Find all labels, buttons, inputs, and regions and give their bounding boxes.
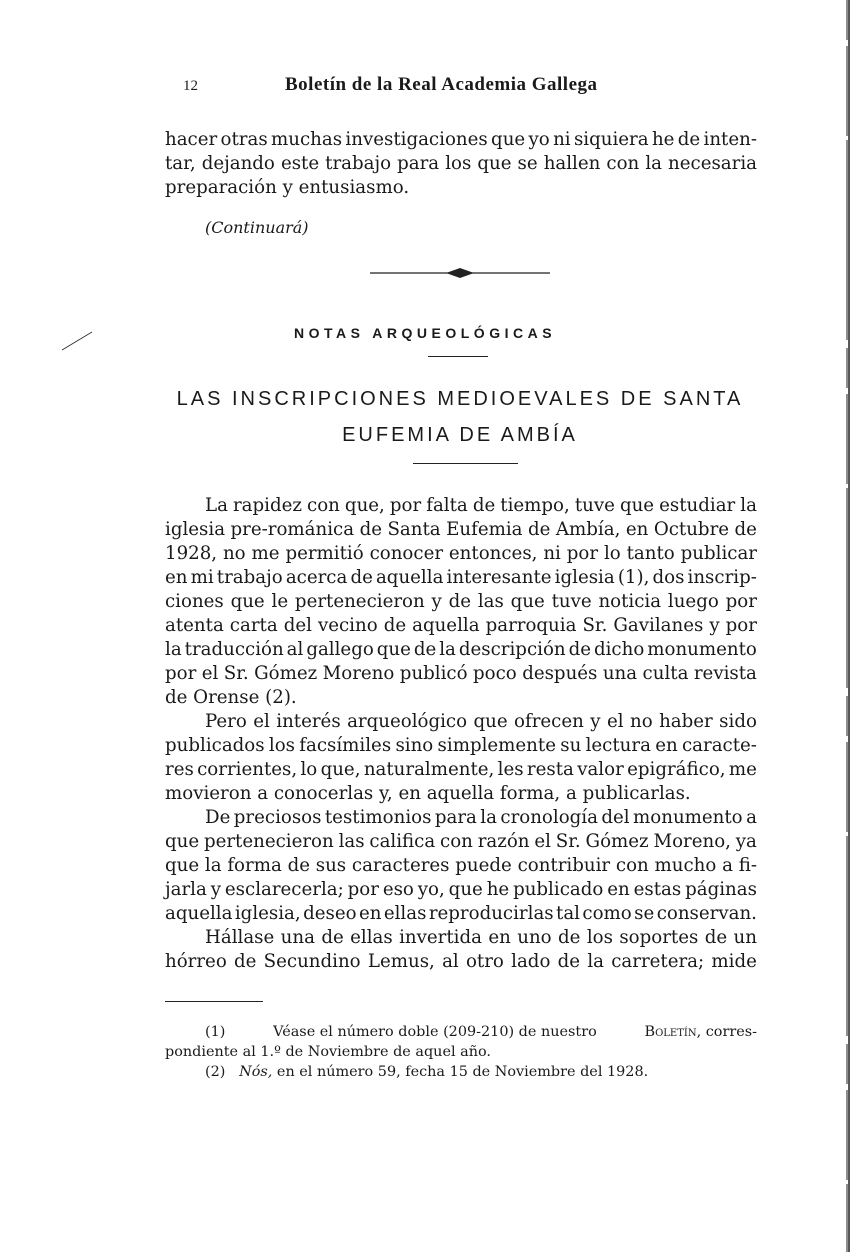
word: al [286,639,304,660]
word: de [448,591,472,612]
word: de [557,951,581,972]
word: forma [227,855,282,876]
footnote-journal-name: Nós, [239,1064,273,1080]
word: invertida [399,927,482,948]
word: razón [477,831,530,852]
word: de [704,927,728,948]
word: sino [395,735,434,756]
word: caracteres [351,855,450,876]
word: publicado [513,879,604,900]
footnote-2 [165,1062,757,1082]
text-line [165,734,757,758]
word: la [645,153,662,174]
section-label: NOTAS ARQUEOLÓGICAS [293,325,557,341]
word: las [477,591,504,612]
text-line [165,782,757,806]
article-title-line-1: LAS INSCRIPCIONES MEDIOEVALES DE SANTA [176,388,744,410]
footnote-1-continued [165,1042,757,1062]
margin-pencil-mark [60,330,94,352]
word: publicó [399,663,468,684]
word: del [283,615,312,636]
word: el [201,663,219,684]
text-line [165,518,757,542]
word: que [230,591,265,612]
word: no [629,711,653,732]
word: cronología [500,807,598,828]
text-line [165,128,757,152]
word: Santa [387,519,441,540]
word: de [413,639,437,660]
footnote-1 [165,1022,757,1042]
word: caracte- [681,735,757,756]
word: sus [315,855,347,876]
article-body [165,494,757,974]
word: y [590,711,601,732]
word: tanto [626,543,675,564]
word: poco [473,663,517,684]
word: otro [465,951,504,972]
text-line [165,614,757,638]
word: iglesia [165,519,226,540]
word: eso [382,879,414,900]
word: se [517,153,538,174]
section-rule [428,356,488,357]
word: en [607,879,630,900]
word: De [205,807,231,828]
word: puede [455,855,512,876]
word: con [440,831,473,852]
word: de [287,855,310,876]
word: y [709,615,720,636]
text-line [165,542,757,566]
word: res [165,759,194,780]
continuation-note: (Continuará) [205,218,309,237]
word: Lemus, [367,951,435,972]
word: acerca [285,567,348,588]
word: les [497,759,524,780]
footnote-text: Boletín, corres- [644,1024,757,1040]
word: estas [633,879,682,900]
word: por [347,879,379,900]
word: inten- [703,129,757,150]
word: luego [667,591,719,612]
word: de [734,519,757,540]
word: Sr. [582,615,608,636]
text-line [165,758,757,782]
page-header [183,74,643,104]
word: tuve [574,495,615,516]
word: yo, [417,879,445,900]
word: Sr. [555,831,581,852]
word: monumento [633,807,743,828]
word: que [477,153,512,174]
word: al [442,951,459,972]
text-run: movieron a conocerlas y, en aquella forma, a publicarlas. [165,783,691,804]
text-line [165,902,757,926]
word: epigráfico, [627,759,726,780]
page-edge-shadow [836,0,850,1252]
word: que [510,591,545,612]
word: lectura [585,735,651,756]
word: vecino [317,615,378,636]
word: una [602,663,638,684]
word: de [350,567,373,588]
footnote-text: en el número 59, fecha 15 de Noviembre del 1928. [276,1064,649,1080]
word: su [560,735,582,756]
text-line [165,590,757,614]
word: Eufemia [446,519,523,540]
word: parroquia [485,615,577,636]
word: por [725,615,757,636]
word: la [587,951,604,972]
word: con [606,153,640,174]
word: el [253,711,270,732]
word: lo [300,759,318,780]
word: los [268,735,295,756]
text-line [165,806,757,830]
word: resta [526,759,574,780]
footnote-text: Véase el número doble (209-210) de nuestro [273,1024,597,1040]
text-run: de Orense (2). [165,687,297,708]
word: la [740,495,757,516]
word: dejando [201,153,275,174]
page-number: 12 [183,78,198,94]
word: lo [603,543,621,564]
word: mi [190,567,214,588]
word: me [251,543,280,564]
word: en [165,567,188,588]
word: sido [719,711,757,732]
footnote-rule [165,1001,263,1002]
word: fi- [738,855,757,876]
word: haber [659,711,713,732]
word: falta [426,495,468,516]
word: después [522,663,598,684]
word: que [376,639,411,660]
word: Gómez [254,663,318,684]
word: el [534,831,551,852]
word: noticia [598,591,662,612]
text-line [165,878,757,902]
word: soportes [619,927,699,948]
running-title: Boletín de la Real Academia Gallega [285,74,598,95]
text-line [165,686,757,710]
word: dos [652,567,685,588]
article-title-line-2: EUFEMIA DE AMBÍA [342,424,578,446]
text-line [165,494,757,518]
word: que [448,879,483,900]
intro-paragraph [165,128,757,200]
word: para [434,807,477,828]
word: como [582,903,632,924]
word: no [222,543,246,564]
word: conservan. [656,903,757,924]
word: aquella [165,903,233,924]
text-line [165,152,757,176]
ornamental-divider [370,266,550,280]
word: revista [693,663,757,684]
word: reproducirlas [428,903,554,924]
word: iglesia [554,567,615,588]
word: facsímiles [299,735,392,756]
word: carretera; [611,951,705,972]
word: mucho [654,855,717,876]
word: iglesia, [234,903,301,924]
word: tuve [551,591,592,612]
text-line [165,950,757,974]
word: para [397,153,440,174]
word: en [655,735,678,756]
word: que [165,855,200,876]
word: hallen [543,153,601,174]
word: traducción [184,639,284,660]
word: pertenecieron [203,831,334,852]
word: en [625,519,649,540]
word: Sr. [223,663,249,684]
word: de [321,927,344,948]
word: y [431,591,442,612]
word: aquella [412,615,480,636]
word: aquella [375,567,444,588]
word: hacer [165,129,218,150]
text-line [165,854,757,878]
footnote-journal-name: Boletín [644,1024,697,1040]
word: a [722,855,733,876]
word: pertenecieron [294,591,425,612]
word: en [358,903,382,924]
word: simplemente [437,735,556,756]
word: pre-románica [230,519,355,540]
word: que [619,495,655,516]
word: de [558,927,581,948]
word: descripción [458,639,566,660]
word: Ambía, [555,519,621,540]
word: valor [577,759,624,780]
word: hórreo [165,951,227,972]
word: por [389,495,422,516]
word: culta [642,663,689,684]
word: los [445,153,472,174]
word: ellas [350,927,393,948]
word: Pero [205,711,247,732]
word: este [280,153,320,174]
text-line [165,176,757,200]
word: que [491,129,526,150]
footnote-text: pondiente al 1.º de Noviembre de aquel año. [165,1044,491,1060]
word: Moreno, [653,831,731,852]
word: me [728,759,757,780]
word: muchas [271,129,343,150]
word: la [480,807,497,828]
word: atenta [165,615,224,636]
word: trabajo [216,567,283,588]
word: Octubre [653,519,730,540]
word: la [439,639,456,660]
word: otras [220,129,268,150]
word: monumento [647,639,757,660]
word: de [528,519,551,540]
word: ofrecen [514,711,584,732]
word: esclarecerla; [224,879,344,900]
title-rule [413,463,518,464]
word: jarla [165,879,207,900]
word: he [486,879,510,900]
word: lado [511,951,551,972]
word: un [733,927,757,948]
word: le [271,591,289,612]
word: corrientes, [197,759,298,780]
word: que [473,711,508,732]
word: naturalmente, [363,759,495,780]
word: necesaria [668,153,757,174]
word: ellas [383,903,427,924]
word: los [586,927,613,948]
word: se [634,903,655,924]
word: siquiera [573,129,649,150]
word: el [606,711,624,732]
text-line [165,710,757,734]
word: Secundino [263,951,361,972]
word: rapidez [232,495,302,516]
word: estudiar [659,495,736,516]
word: ni [553,129,571,150]
word: de [568,639,591,660]
word: La [205,495,228,516]
word: ya [735,831,757,852]
word: he [651,129,675,150]
word: entonces, [448,543,538,564]
word: publicar [680,543,757,564]
text-line [165,566,757,590]
word: carta [229,615,278,636]
word: y [210,879,222,900]
word: páginas [685,879,757,900]
word: a [746,807,757,828]
word: deseo [303,903,357,924]
word: que, [344,495,385,516]
word: tar, [165,153,196,174]
word: investigaciones [345,129,488,150]
word: de [234,951,257,972]
word: interesante [446,567,552,588]
word: por [566,543,599,564]
footnote-marker: (1) [205,1024,226,1040]
word: interés [276,711,341,732]
word: preciosos [233,807,322,828]
word: la [204,855,222,876]
word: con [615,855,649,876]
text-line [165,638,757,662]
word: Moreno [322,663,395,684]
word: de [472,495,496,516]
word: tal [556,903,581,924]
word: que, [320,759,361,780]
word: arqueológico [347,711,468,732]
word: mide [711,951,757,972]
word: las [338,831,365,852]
word: yo [528,129,550,150]
word: por [165,663,197,684]
word: califica [369,831,436,852]
text-line [165,662,757,686]
word: que [165,831,200,852]
word: Gavilanes [613,615,704,636]
word: uno [517,927,552,948]
word: con [307,495,340,516]
footnote-marker: (2) [205,1064,226,1080]
word: Hállase [205,927,275,948]
word: contribuir [517,855,611,876]
word: por [725,591,757,612]
word: una [280,927,315,948]
word: la [165,639,182,660]
word: Gómez [585,831,649,852]
word: en [488,927,511,948]
word: inscrip- [687,567,757,588]
word: (1), [617,567,650,588]
word: 1928, [165,543,218,564]
word: ni [543,543,561,564]
word: conocer [369,543,444,564]
word: tiempo, [500,495,570,516]
text-line [165,926,757,950]
word: de [677,129,701,150]
text-line [165,830,757,854]
text-run: preparación y entusiasmo. [165,177,410,198]
footnotes [165,1022,757,1082]
word: gallego [306,639,374,660]
word: dicho [593,639,645,660]
word: ciones [165,591,224,612]
word: testimonios [324,807,432,828]
word: publicados [165,735,265,756]
word: de [383,615,407,636]
word: trabajo [325,153,392,174]
word: de [359,519,382,540]
word: del [601,807,630,828]
word: permitió [285,543,364,564]
